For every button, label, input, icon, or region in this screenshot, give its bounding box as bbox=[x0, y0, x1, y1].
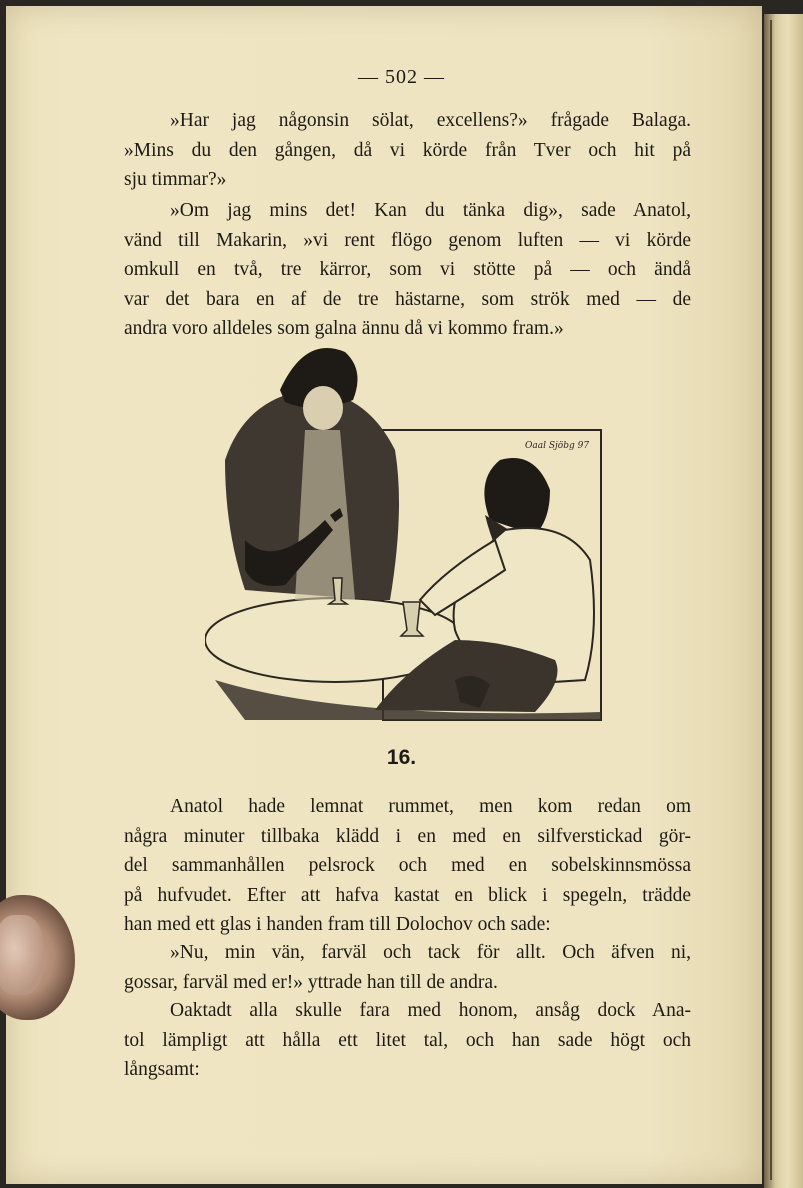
paragraph-anatol-returns bbox=[124, 792, 691, 940]
chapter-heading: 16. bbox=[386, 746, 417, 769]
artist-signature: Oaal Sjöbg 97 bbox=[525, 441, 590, 451]
text-line: var det bara en af de tre hästarne, som strök med — de bbox=[124, 288, 691, 310]
text-line: »Har jag någonsin sölat, excellens?» frågade Balaga. bbox=[170, 110, 691, 131]
text-line: omkull en två, tre kärror, som vi stötte på — och ändå bbox=[124, 259, 691, 280]
paragraph-farewell bbox=[124, 938, 691, 997]
page-number: — 502 — bbox=[358, 66, 445, 88]
text-line: sju timmar?» bbox=[124, 169, 227, 190]
text-line: del sammanhållen pelsrock och med en sobelskinnsmössa bbox=[124, 855, 691, 876]
thumb-nail bbox=[0, 915, 44, 995]
paragraph-speech bbox=[124, 996, 691, 1085]
text-line: gossar, farväl med er!» yttrade han till de andra. bbox=[124, 971, 498, 993]
text-line: långsamt: bbox=[124, 1059, 200, 1080]
text-line: på hufvudet. Efter att hafva kastat en blick i spegeln, trädde bbox=[124, 884, 691, 906]
text-line: »Om jag mins det! Kan du tänka dig», sade Anatol, bbox=[170, 200, 691, 221]
text-line: Anatol hade lemnat rummet, men kom redan om bbox=[170, 796, 691, 817]
text-line: tol lämpligt att hålla ett litet tal, och han sade högt och bbox=[124, 1029, 691, 1051]
text-line: »Mins du den gången, då vi körde från Tver och hit på bbox=[124, 139, 691, 161]
text-line: vänd till Makarin, »vi rent flögo genom luften — vi körde bbox=[124, 229, 691, 251]
paragraph-anatol bbox=[124, 196, 691, 344]
text-line: några minuter tillbaka klädd i en med en silfverstickad gör- bbox=[124, 825, 691, 847]
text-line: andra voro alldeles som galna ännu då vi kommo fram.» bbox=[124, 318, 564, 339]
paragraph-balaga bbox=[124, 106, 691, 195]
text-line: han med ett glas i handen fram till Dolochov och sade: bbox=[124, 914, 551, 935]
text-line: »Nu, min vän, farväl och tack för allt. Och äfven ni, bbox=[170, 942, 691, 963]
text-line: Oaktadt alla skulle fara med honom, ansåg dock Ana- bbox=[170, 1000, 691, 1021]
binding-shadow bbox=[770, 20, 772, 1180]
illustration-two-men-drinking bbox=[205, 340, 605, 725]
